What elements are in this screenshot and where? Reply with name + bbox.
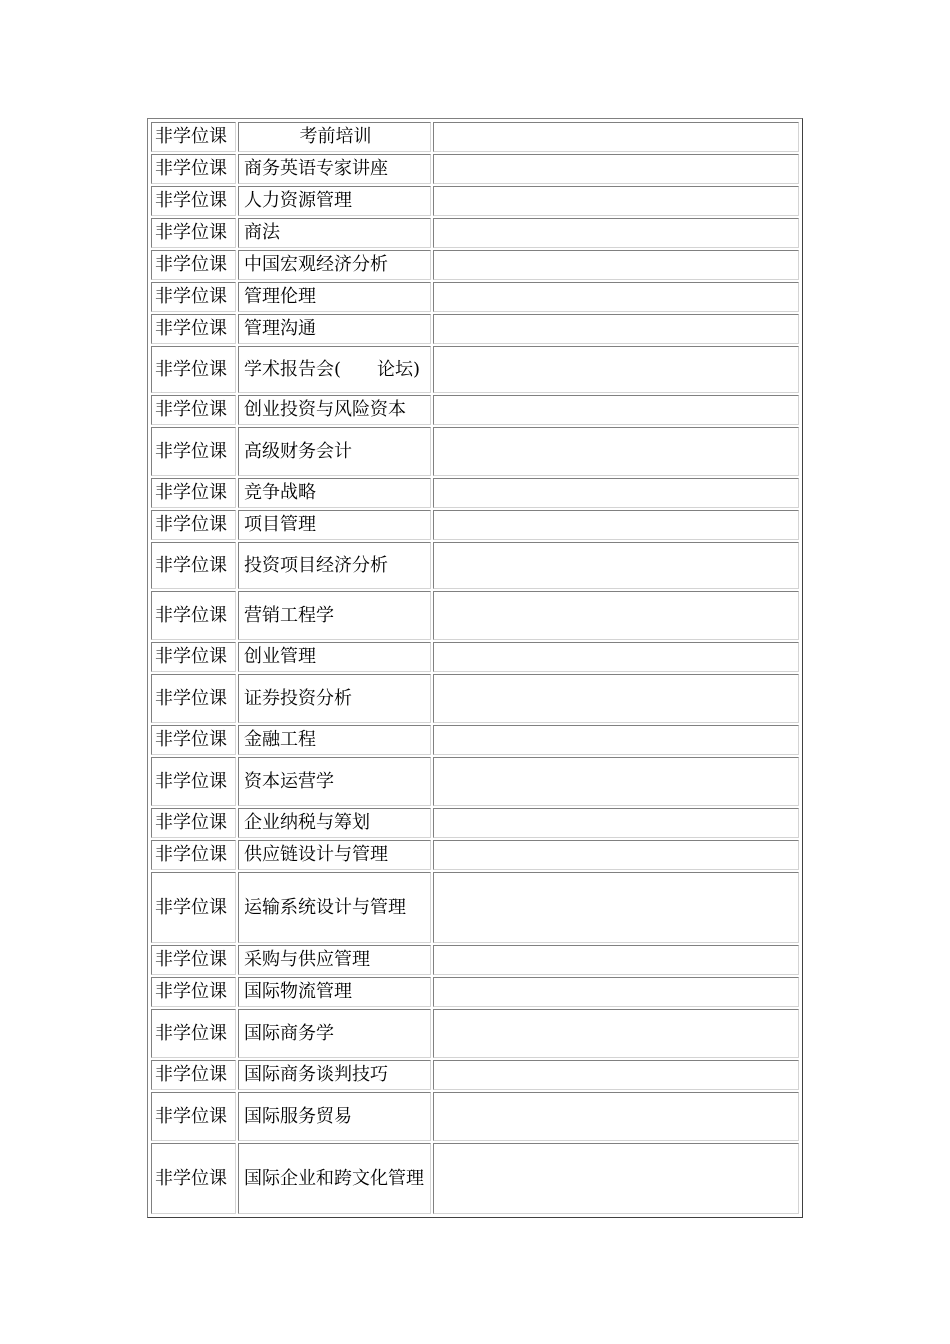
table-row [151,154,799,184]
course-note-cell [433,674,799,723]
course-type-cell: 非学位课 [151,945,236,975]
table-row [151,872,799,943]
course-note-cell [433,1143,799,1214]
table-row [151,674,799,723]
table-row [151,1060,799,1090]
table-row [151,542,799,589]
course-type-cell: 非学位课 [151,977,236,1007]
table-row [151,642,799,672]
course-note-cell [433,757,799,806]
course-type-cell: 非学位课 [151,591,236,640]
course-name-cell: 商务英语专家讲座 [238,154,431,184]
course-note-cell [433,282,799,312]
table-row [151,840,799,870]
course-name-cell: 国际商务谈判技巧 [238,1060,431,1090]
course-table-body [151,122,799,1214]
course-note-cell [433,510,799,540]
course-note-cell [433,427,799,476]
course-note-cell [433,591,799,640]
course-type-cell: 非学位课 [151,872,236,943]
course-name-cell: 考前培训 [238,122,431,152]
table-row [151,122,799,152]
table-row [151,808,799,838]
table-row [151,427,799,476]
course-name-cell: 企业纳税与筹划 [238,808,431,838]
course-type-cell: 非学位课 [151,1143,236,1214]
course-name-cell: 竞争战略 [238,478,431,508]
table-row [151,314,799,344]
course-note-cell [433,478,799,508]
course-type-cell: 非学位课 [151,1092,236,1141]
course-type-cell: 非学位课 [151,1009,236,1058]
table-row [151,757,799,806]
course-note-cell [433,250,799,280]
course-note-cell [433,346,799,393]
course-name-cell: 证券投资分析 [238,674,431,723]
course-name-cell: 管理沟通 [238,314,431,344]
course-name-cell: 国际物流管理 [238,977,431,1007]
course-type-cell: 非学位课 [151,757,236,806]
course-type-cell: 非学位课 [151,250,236,280]
table-row [151,977,799,1007]
course-note-cell [433,945,799,975]
course-note-cell [433,154,799,184]
course-type-cell: 非学位课 [151,840,236,870]
course-type-cell: 非学位课 [151,122,236,152]
course-name-cell: 营销工程学 [238,591,431,640]
table-row [151,1092,799,1141]
course-name-cell: 人力资源管理 [238,186,431,216]
course-name-cell: 高级财务会计 [238,427,431,476]
course-name-cell: 创业投资与风险资本 [238,395,431,425]
table-row [151,395,799,425]
course-type-cell: 非学位课 [151,542,236,589]
course-name-cell: 运输系统设计与管理 [238,872,431,943]
course-name-cell: 资本运营学 [238,757,431,806]
course-type-cell: 非学位课 [151,510,236,540]
course-name-cell: 国际服务贸易 [238,1092,431,1141]
course-type-cell: 非学位课 [151,282,236,312]
course-note-cell [433,840,799,870]
course-note-cell [433,872,799,943]
table-row [151,186,799,216]
course-type-cell: 非学位课 [151,314,236,344]
course-note-cell [433,314,799,344]
course-note-cell [433,542,799,589]
table-row [151,282,799,312]
course-note-cell [433,1092,799,1141]
course-note-cell [433,642,799,672]
course-type-cell: 非学位课 [151,186,236,216]
course-note-cell [433,122,799,152]
course-type-cell: 非学位课 [151,346,236,393]
course-name-cell: 采购与供应管理 [238,945,431,975]
course-name-cell: 商法 [238,218,431,248]
course-note-cell [433,725,799,755]
table-row [151,1009,799,1058]
course-name-cell: 供应链设计与管理 [238,840,431,870]
table-row [151,1143,799,1214]
course-table [149,120,801,1216]
course-note-cell [433,977,799,1007]
course-note-cell [433,1009,799,1058]
table-row [151,725,799,755]
course-note-cell [433,218,799,248]
course-name-cell: 国际企业和跨文化管理 [238,1143,431,1214]
table-row [151,346,799,393]
course-type-cell: 非学位课 [151,478,236,508]
table-row [151,945,799,975]
course-name-cell: 管理伦理 [238,282,431,312]
course-type-cell: 非学位课 [151,808,236,838]
table-row [151,478,799,508]
table-row [151,250,799,280]
course-name-cell: 项目管理 [238,510,431,540]
course-type-cell: 非学位课 [151,218,236,248]
course-type-cell: 非学位课 [151,1060,236,1090]
course-type-cell: 非学位课 [151,642,236,672]
course-type-cell: 非学位课 [151,674,236,723]
course-name-cell: 国际商务学 [238,1009,431,1058]
course-note-cell [433,1060,799,1090]
course-name-cell: 中国宏观经济分析 [238,250,431,280]
course-note-cell [433,808,799,838]
table-row [151,218,799,248]
course-name-cell: 投资项目经济分析 [238,542,431,589]
course-type-cell: 非学位课 [151,725,236,755]
course-type-cell: 非学位课 [151,427,236,476]
course-name-cell: 创业管理 [238,642,431,672]
course-note-cell [433,395,799,425]
table-row [151,591,799,640]
course-table-frame [147,118,803,1218]
course-name-cell: 金融工程 [238,725,431,755]
table-row [151,510,799,540]
course-type-cell: 非学位课 [151,395,236,425]
course-type-cell: 非学位课 [151,154,236,184]
course-note-cell [433,186,799,216]
course-name-cell: 学术报告会( 论坛) [238,346,431,393]
